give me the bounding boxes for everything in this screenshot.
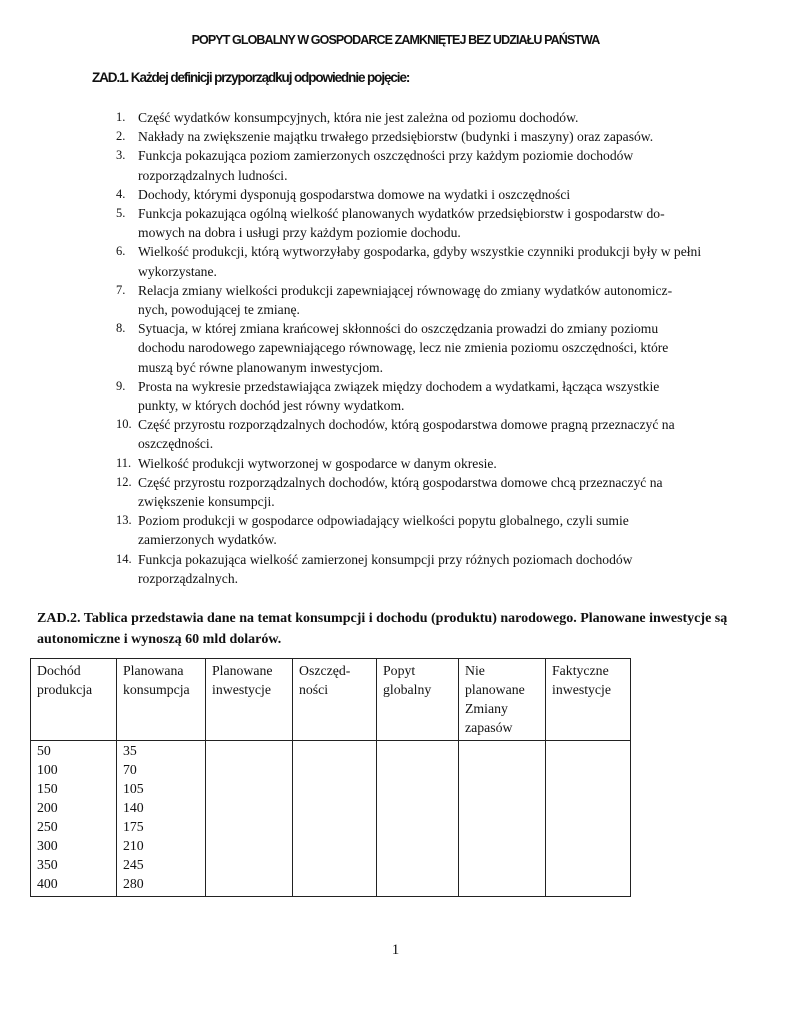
oszczednosci-cell: [293, 741, 377, 897]
definition-item: [0, 473, 791, 511]
konsumpcja-value: 35: [123, 743, 137, 758]
header-text-line: zapasów: [465, 720, 513, 735]
faktyczne-inwestycje-cell: [546, 741, 631, 897]
header-text-line: Planowana: [123, 663, 184, 678]
definition-text-line: muszą być równe planowanym inwestycjom.: [138, 359, 384, 375]
table-header-cell: [377, 659, 459, 741]
definition-item: [0, 108, 791, 127]
definition-item: [0, 281, 791, 319]
definition-number: 9.: [116, 378, 126, 393]
task1-heading: ZAD.1. Każdej definicji przyporządkuj odpowiednie pojęcie:: [92, 70, 410, 85]
definition-text-line: rozporządzalnych ludności.: [138, 167, 288, 183]
definition-number: 3.: [116, 148, 126, 163]
table-header-cell: [117, 659, 206, 741]
header-text-line: Faktyczne: [552, 663, 609, 678]
header-text-line: Popyt: [383, 663, 416, 678]
definition-number: 5.: [116, 206, 126, 221]
definition-number: 12.: [116, 474, 132, 489]
header-text-line: planowane: [465, 682, 525, 697]
header-text-line: Oszczęd-: [299, 663, 351, 678]
definition-item: [0, 185, 791, 204]
task2-heading-line: ZAD.2. Tablica przedstawia dane na temat konsumpcji i dochodu (produktu) narodowego. Planowane inwestycje są: [37, 611, 728, 626]
definition-text-line: oszczędności.: [138, 436, 214, 452]
definition-text-line: Wielkość produkcji wytworzonej w gospodarce w danym okresie.: [138, 455, 497, 471]
document-title: POPYT GLOBALNY W GOSPODARCE ZAMKNIĘTEJ BEZ UDZIAŁU PAŃSTWA: [191, 33, 600, 47]
data-table: [30, 658, 631, 897]
dochod-value: 150: [37, 781, 58, 796]
header-text-line: konsumpcja: [123, 682, 190, 697]
definition-text-line: Część przyrostu rozporządzalnych dochodów, którą gospodarstwa domowe pragną przeznaczyć na: [138, 417, 675, 433]
definition-number: 7.: [116, 282, 126, 297]
dochod-value: 350: [37, 857, 58, 872]
definition-item: [0, 204, 791, 242]
task2-heading: [37, 608, 767, 650]
header-text-line: ności: [299, 682, 329, 697]
definition-item: [0, 550, 791, 588]
definition-text-line: wykorzystane.: [138, 263, 217, 279]
dochod-value: 300: [37, 838, 58, 853]
definitions-list: [0, 108, 791, 588]
header-text-line: Planowane: [212, 663, 273, 678]
page-number: 1: [391, 942, 400, 958]
definition-text-line: Prosta na wykresie przedstawiająca związek między dochodem a wydatkami, łącząca wszystkie: [138, 378, 660, 394]
task2-heading-line: autonomiczne i wynoszą 60 mld dolarów.: [37, 632, 282, 647]
table-header-row: [31, 659, 631, 741]
definition-number: 14.: [116, 551, 132, 566]
definition-text-line: punkty, w których dochód jest równy wydatkom.: [138, 398, 405, 414]
definition-text-line: mowych na dobra i usługi przy każdym poziomie dochodu.: [138, 225, 461, 241]
definition-item: [0, 415, 791, 453]
definition-item: [0, 319, 791, 377]
table-header-cell: [206, 659, 293, 741]
definition-text-line: zamierzonych wydatków.: [138, 532, 277, 548]
definition-text-line: Funkcja pokazująca poziom zamierzonych oszczędności przy każdym poziomie dochodów: [138, 148, 634, 164]
definition-text-line: Relacja zmiany wielkości produkcji zapewniającej równowagę do zmiany wydatków autonomicz-: [138, 282, 673, 298]
header-text-line: Zmiany: [465, 701, 508, 716]
konsumpcja-value: 105: [123, 781, 144, 796]
table-header-cell: [31, 659, 117, 741]
definition-text-line: Część wydatków konsumpcyjnych, która nie jest zależna od poziomu dochodów.: [138, 110, 579, 125]
table-header-cell: [546, 659, 631, 741]
definition-number: 8.: [116, 321, 126, 336]
dochod-value: 400: [37, 876, 58, 891]
header-text-line: Dochód: [37, 663, 81, 678]
header-text-line: inwestycje: [552, 682, 612, 697]
definition-item: [0, 146, 791, 184]
konsumpcja-value: 175: [123, 819, 144, 834]
definition-text-line: Funkcja pokazująca ogólną wielkość planowanych wydatków przedsiębiorstw i gospodarstw do-: [138, 206, 665, 222]
table-row: [31, 741, 631, 897]
definition-number: 6.: [116, 244, 126, 259]
definition-number: 4.: [116, 186, 126, 201]
definition-text-line: rozporządzalnych.: [138, 570, 239, 586]
definition-item: [0, 127, 791, 146]
konsumpcja-value: 210: [123, 838, 144, 853]
table-header-cell: [293, 659, 377, 741]
header-text-line: Nie: [465, 663, 485, 678]
definition-number: 1.: [116, 110, 126, 124]
header-text-line: produkcja: [37, 682, 93, 697]
definition-text-line: Funkcja pokazująca wielkość zamierzonej konsumpcji przy różnych poziomach dochodów: [138, 551, 633, 567]
definition-text-line: dochodu narodowego zapewniającego równowagę, lecz nie zmienia poziomu oszczędności, które: [138, 340, 669, 356]
dochod-column-values: [31, 741, 117, 897]
konsumpcja-value: 70: [123, 762, 137, 777]
definition-item: [0, 242, 791, 280]
definition-number: 2.: [116, 129, 126, 144]
definition-text-line: Nakłady na zwiększenie majątku trwałego przedsiębiorstw (budynki i maszyny) oraz zapasów.: [138, 129, 654, 145]
definition-item: [0, 377, 791, 415]
planowane-inwestycje-cell: [206, 741, 293, 897]
definition-number: 10.: [116, 417, 132, 432]
definition-item: [0, 511, 791, 549]
nieplanowane-zmiany-zapasow-cell: [459, 741, 546, 897]
definition-item: [0, 454, 791, 473]
dochod-value: 50: [37, 743, 51, 758]
definition-text-line: Poziom produkcji w gospodarce odpowiadający wielkości popytu globalnego, czyli sumie: [138, 513, 629, 529]
header-text-line: globalny: [383, 682, 432, 697]
popyt-globalny-cell: [377, 741, 459, 897]
dochod-value: 100: [37, 762, 58, 777]
definition-text-line: Dochody, którymi dysponują gospodarstwa domowe na wydatki i oszczędności: [138, 186, 571, 202]
konsumpcja-value: 140: [123, 800, 144, 815]
definition-text-line: Sytuacja, w której zmiana krańcowej skłonności do oszczędzania prowadzi do zmiany poziomu: [138, 321, 659, 337]
definition-text-line: zwiększenie konsumpcji.: [138, 494, 275, 510]
table-header-cell: [459, 659, 546, 741]
konsumpcja-value: 245: [123, 857, 144, 872]
definition-text-line: nych, powodującej te zmianę.: [138, 302, 300, 318]
definition-text-line: Wielkość produkcji, którą wytworzyłaby gospodarka, gdyby wszystkie czynniki produkcji były w pełni: [138, 244, 702, 260]
dochod-value: 250: [37, 819, 58, 834]
konsumpcja-value: 280: [123, 876, 144, 891]
konsumpcja-column-values: [117, 741, 206, 897]
definition-number: 11.: [116, 455, 132, 470]
header-text-line: inwestycje: [212, 682, 272, 697]
definition-text-line: Część przyrostu rozporządzalnych dochodów, którą gospodarstwa domowe chcą przeznaczyć na: [138, 474, 663, 490]
definition-number: 13.: [116, 513, 132, 528]
dochod-value: 200: [37, 800, 58, 815]
